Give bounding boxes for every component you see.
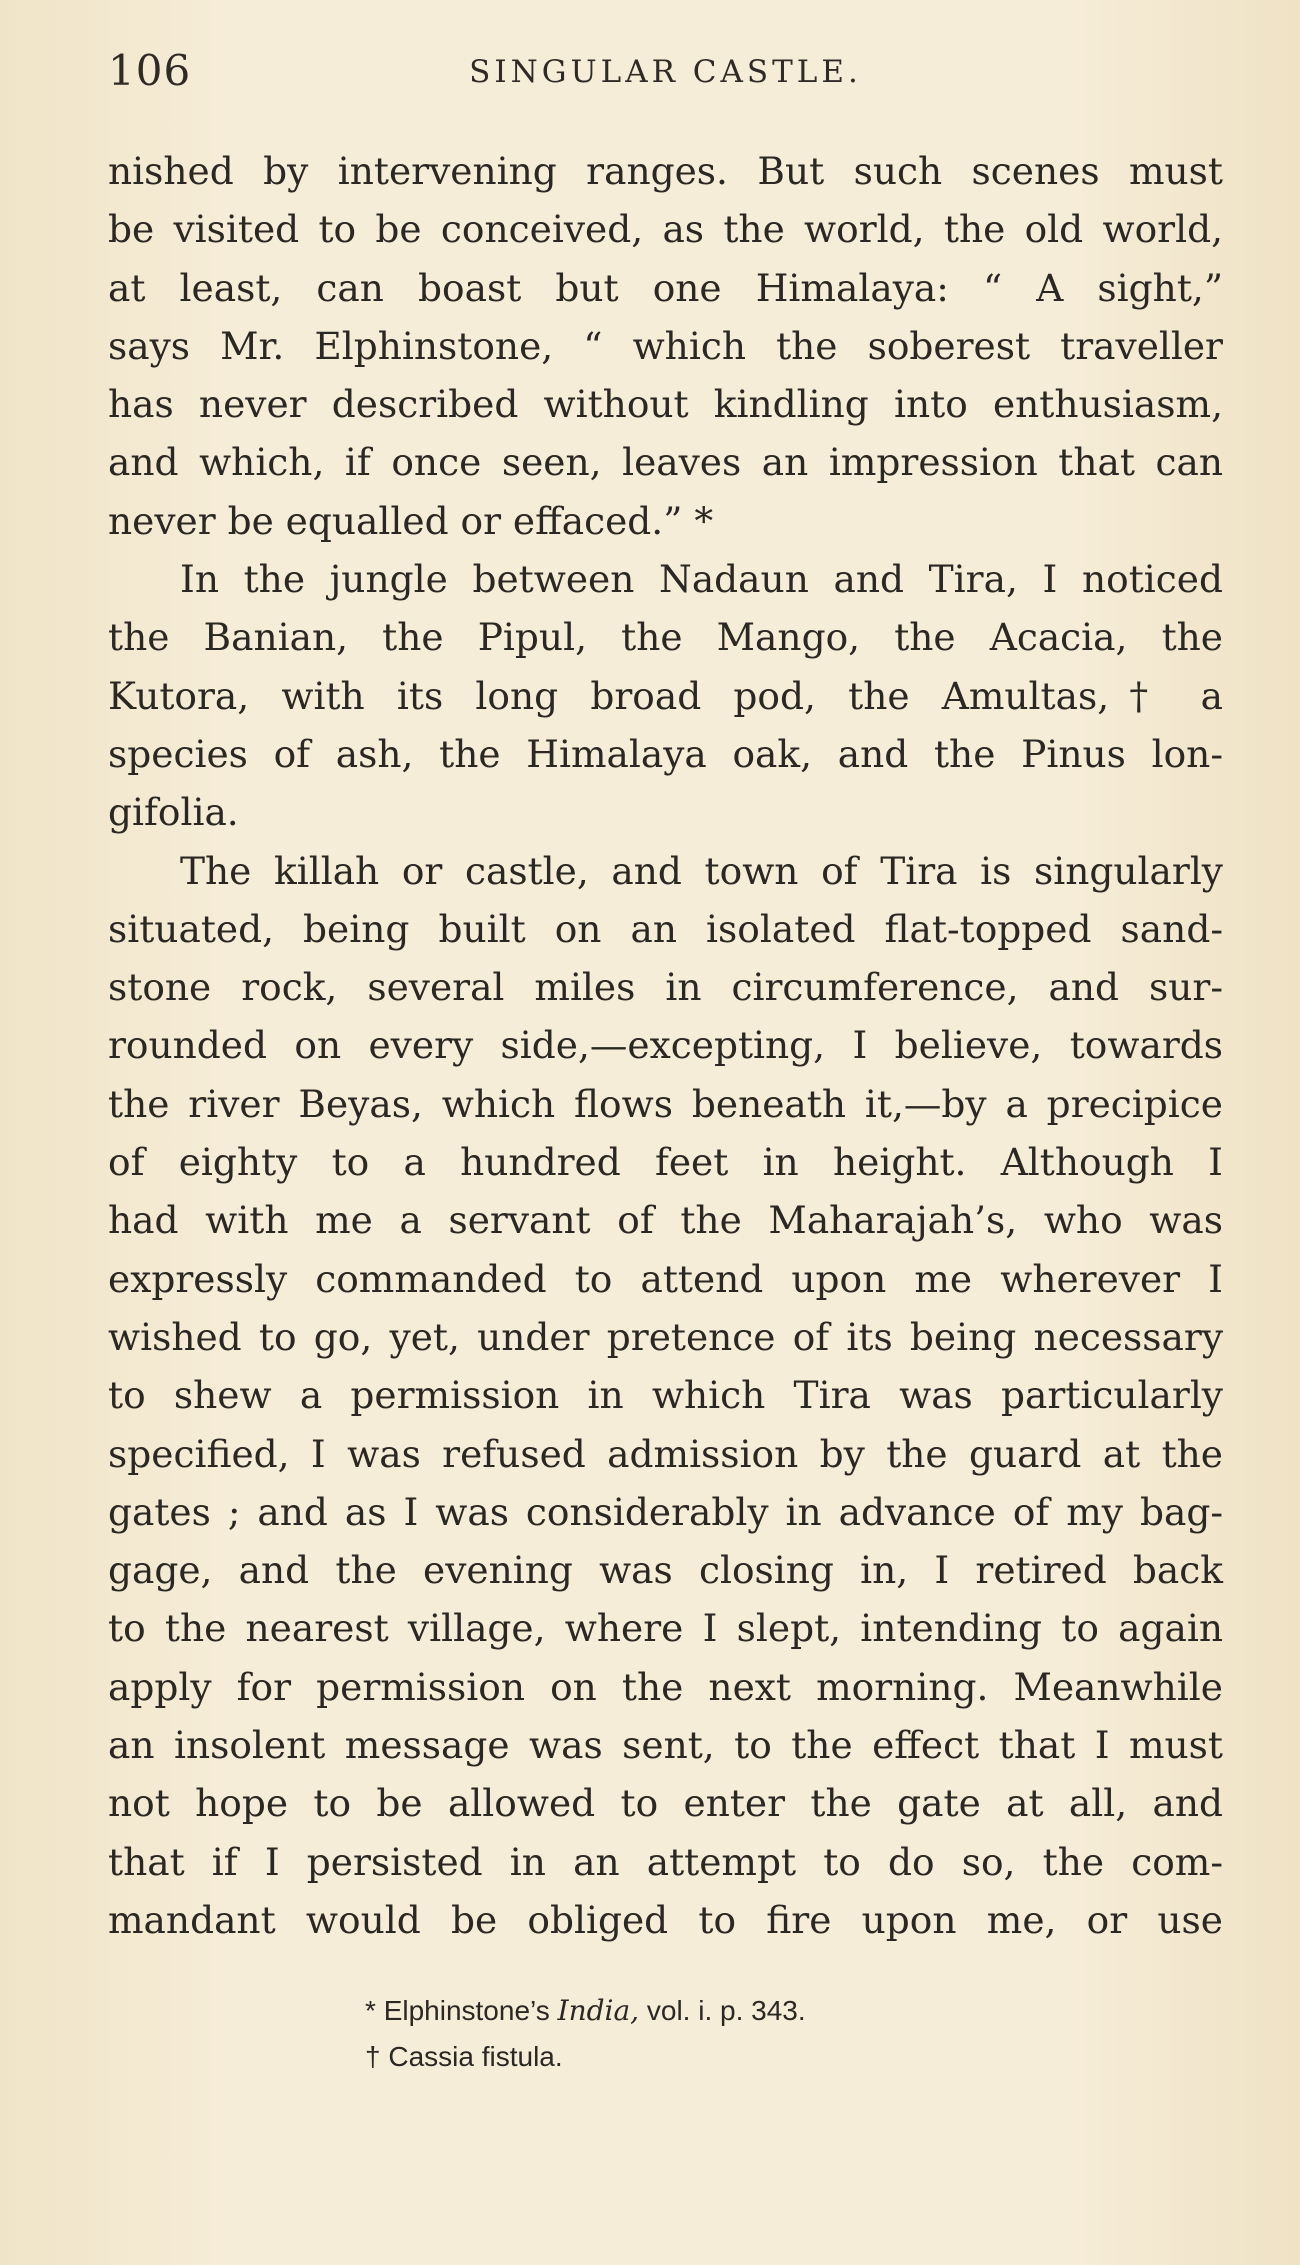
text-line: rounded on every side,—excepting, I believe, towards — [108, 1023, 1223, 1068]
body-text — [108, 142, 1223, 1949]
text-line: situated, being built on an isolated flat-topped sand- — [108, 906, 1223, 951]
text-line: species of ash, the Himalaya oak, and the Pinus lon- — [108, 731, 1223, 776]
text-line: gates ; and as I was considerably in advance of my bag- — [108, 1489, 1223, 1534]
text-line: The killah or castle, and town of Tira is singularly — [180, 848, 1223, 893]
text-line: In the jungle between Nadaun and Tira, I noticed — [180, 557, 1223, 602]
text-line: had with me a servant of the Maharajah’s, who was — [108, 1198, 1223, 1243]
text-line: expressly commanded to attend upon me wherever I — [108, 1256, 1223, 1301]
text-line: mandant would be obliged to fire upon me, or use — [108, 1897, 1223, 1942]
footnote-reference: vol. i. p. 343. — [646, 1995, 806, 2026]
footnote-text: Cassia fistula. — [388, 2041, 563, 2072]
footnote-author: Elphinstone’s — [383, 1995, 550, 2026]
text-line: nished by intervening ranges. But such scenes must — [108, 149, 1223, 193]
text-line: the river Beyas, which flows beneath it,—by a precipice — [108, 1081, 1223, 1126]
text-line: the Banian, the Pipul, the Mango, the Acacia, the — [108, 615, 1223, 660]
text-line: gifolia. — [108, 790, 239, 835]
page-header — [108, 46, 1223, 106]
footnote-cassia — [365, 2034, 806, 2080]
text-line: to the nearest village, where I slept, intending to again — [108, 1606, 1223, 1651]
text-line: to shew a permission in which Tira was particularly — [108, 1373, 1223, 1418]
footnote-marker: * — [365, 1995, 376, 2026]
text-line: be visited to be conceived, as the world, the old world, — [108, 207, 1223, 252]
text-line: at least, can boast but one Himalaya: “ A sight,” — [108, 265, 1223, 310]
text-line: of eighty to a hundred feet in height. Although I — [108, 1140, 1223, 1185]
text-line: an insolent message was sent, to the effect that I must — [108, 1723, 1223, 1768]
footnote-elphinstone — [365, 1988, 806, 2034]
text-line: not hope to be allowed to enter the gate at all, and — [108, 1781, 1223, 1826]
footnote-work-title: India, — [557, 1994, 640, 2027]
text-line: that if I persisted in an attempt to do so, the com- — [108, 1839, 1223, 1884]
text-line: apply for permission on the next morning. Meanwhile — [108, 1664, 1223, 1709]
running-title: SINGULAR CASTLE. — [469, 54, 862, 90]
footnotes — [365, 1988, 806, 2080]
text-line: stone rock, several miles in circumference, and sur- — [108, 965, 1223, 1010]
text-line: specified, I was refused admission by the guard at the — [108, 1431, 1223, 1476]
page-number: 106 — [108, 46, 192, 95]
text-line: gage, and the evening was closing in, I retired back — [108, 1548, 1223, 1593]
text-line: says Mr. Elphinstone, “ which the soberest traveller — [108, 323, 1223, 368]
text-line: and which, if once seen, leaves an impression that can — [108, 440, 1223, 485]
text-line: never be equalled or effaced.” * — [108, 498, 714, 543]
text-line: wished to go, yet, under pretence of its being necessary — [108, 1314, 1223, 1359]
footnote-marker: † — [365, 2041, 381, 2072]
text-line: Kutora, with its long broad pod, the Amultas,† a — [108, 673, 1223, 718]
text-line: has never described without kindling into enthusiasm, — [108, 382, 1223, 427]
